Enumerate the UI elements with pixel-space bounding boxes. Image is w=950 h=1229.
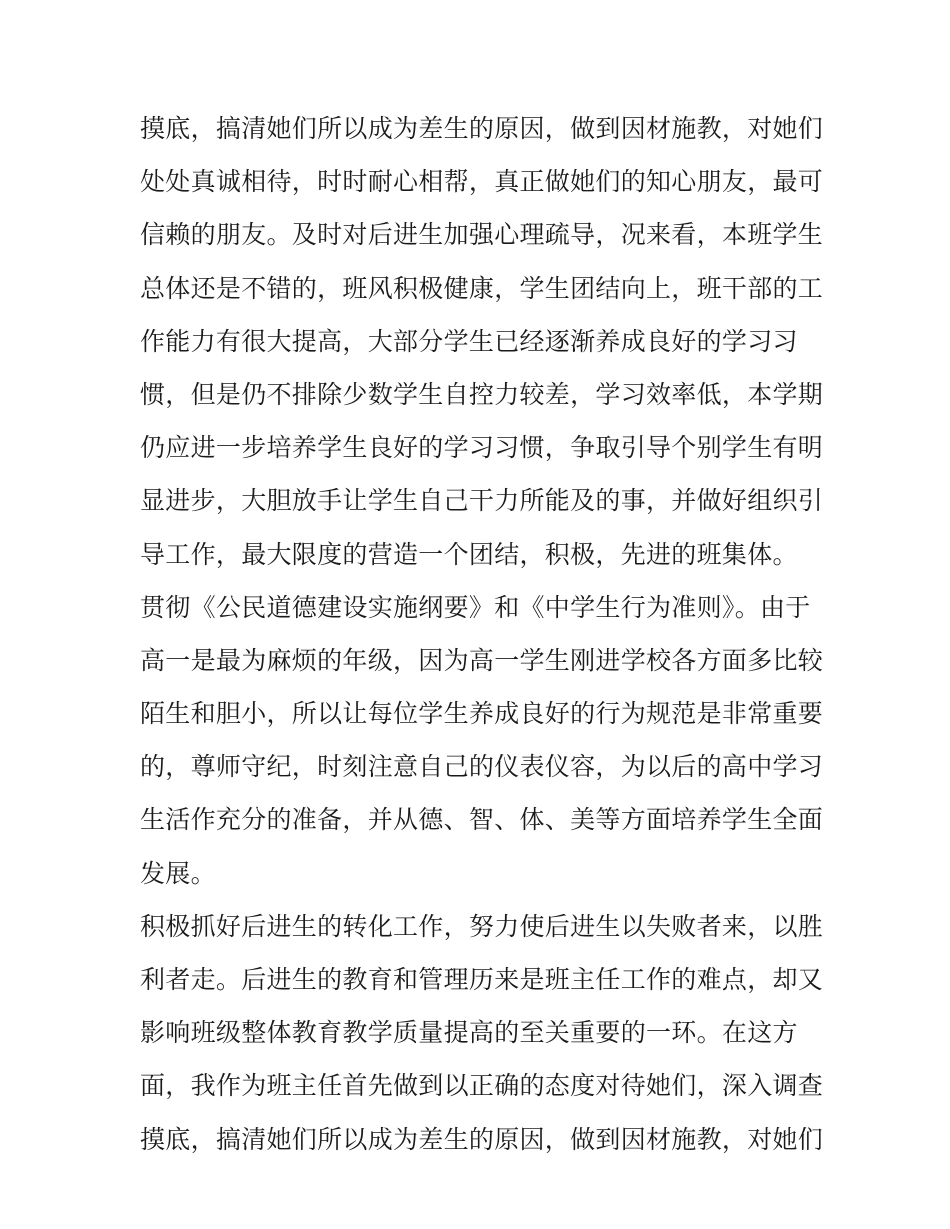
body-text: [140, 102, 824, 1166]
text-line: 贯彻《公民道德建设实施纲要》和《中学生行为准则》。由于: [140, 592, 811, 622]
text-line: 的，尊师守纪，时刻注意自己的仪表仪容，为以后的高中学习: [140, 752, 824, 782]
text-line: 惯，但是仍不排除少数学生自控力较差，学习效率低，本学期: [140, 379, 824, 409]
text-line: 生活作充分的准备，并从德、智、体、美等方面培养学生全面: [140, 805, 824, 835]
text-line: 发展。: [140, 858, 216, 888]
text-line: 摸底，搞清她们所以成为差生的原因，做到因材施教，对她们: [140, 1124, 824, 1154]
text-line: 信赖的朋友。及时对后进生加强心理疏导，况来看，本班学生: [140, 220, 824, 250]
text-line: 仍应进一步培养学生良好的学习习惯，争取引导个别学生有明: [140, 433, 824, 463]
text-line: 陌生和胆小，所以让每位学生养成良好的行为规范是非常重要: [140, 699, 824, 729]
text-line: 积极抓好后进生的转化工作，努力使后进生以失败者来，以胜: [140, 911, 824, 941]
text-line: 利者走。后进生的教育和管理历来是班主任工作的难点，却又: [140, 965, 824, 994]
text-line: 影响班级整体教育教学质量提高的至关重要的一环。在这方: [140, 1018, 798, 1048]
text-line: 总体还是不错的，班风积极健康，学生团结向上，班干部的工: [140, 273, 824, 303]
text-line: 作能力有很大提高，大部分学生已经逐渐养成良好的学习习: [140, 326, 798, 356]
text-line: 导工作，最大限度的营造一个团结，积极，先进的班集体。: [140, 539, 798, 569]
text-line: 面，我作为班主任首先做到以正确的态度对待她们，深入调查: [140, 1071, 824, 1101]
text-line: 处处真诚相待，时时耐心相帮，真正做她们的知心朋友，最可: [140, 167, 824, 197]
text-line: 高一是最为麻烦的年级，因为高一学生刚进学校各方面多比较: [140, 645, 824, 675]
text-line: 摸底，搞清她们所以成为差生的原因，做到因材施教，对她们: [140, 114, 824, 143]
text-line: 显进步，大胆放手让学生自己干力所能及的事，并做好组织引: [140, 486, 824, 516]
